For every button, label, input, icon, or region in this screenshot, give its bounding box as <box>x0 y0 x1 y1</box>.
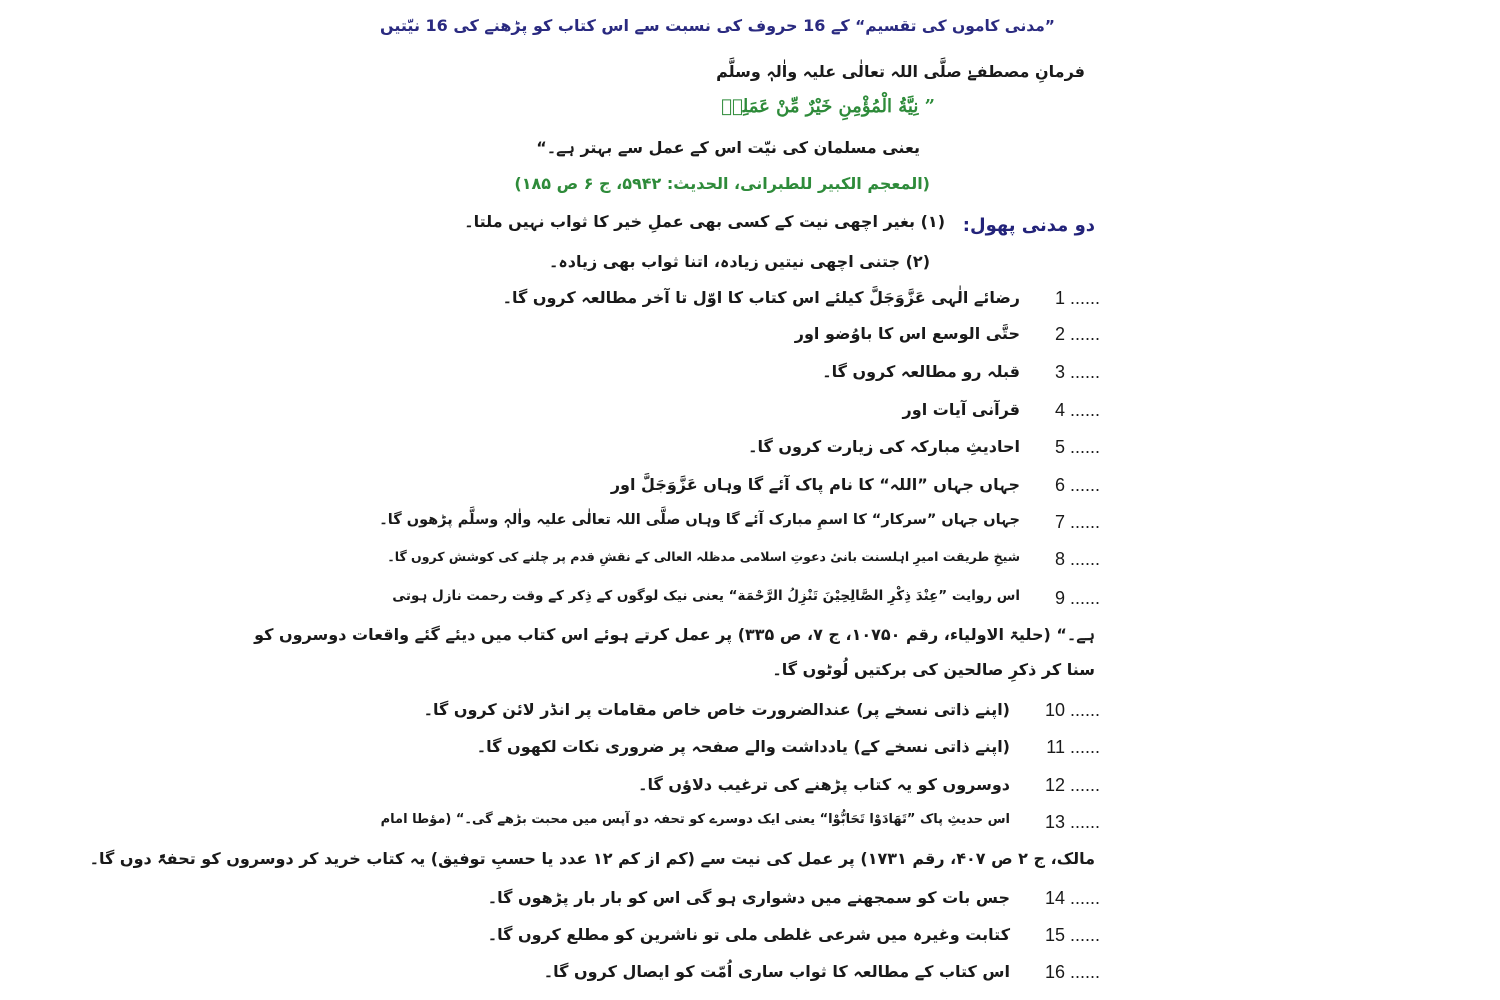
item-number: 15 ...... <box>1044 925 1100 945</box>
item-number: 11 ...... <box>1046 737 1100 757</box>
title-rest: کے 16 حروف کی نسبت سے اس کتاب کو پڑھنے کی 16 نیّتیں <box>379 16 850 35</box>
item-number: 7 ...... <box>1054 512 1100 532</box>
list-item: احادیثِ مبارکہ کی زیارت کروں گا۔ <box>748 437 1020 456</box>
item-number: 1 ...... <box>1054 288 1100 308</box>
item-number: 13 ...... <box>1044 812 1100 832</box>
list-item: دوسروں کو یہ کتاب پڑھنے کی ترغیب دلاؤں گا۔ <box>638 775 1010 794</box>
item-number: 16 ...... <box>1044 962 1100 982</box>
item-number: 2 ...... <box>1054 324 1100 344</box>
item-13-continuation: مالک، ج ۲ ص ۴۰۷، رقم ۱۷۳۱) پر عمل کی نیت سے (کم از کم ۱۲ عدد یا حسبِ توفیق) یہ کتاب خرید کر دوسروں کو تحفۃً دوں گا۔ <box>89 849 1095 868</box>
list-item: قرآنی آیات اور <box>902 400 1020 419</box>
document-page <box>89 0 1100 1000</box>
title-quote: ”مدنی کاموں کی تقسیم“ <box>855 17 1055 35</box>
item-number: 5 ...... <box>1054 437 1100 457</box>
list-item: جہاں جہاں ”اللہ“ کا نام پاک آئے گا وہاں عَزَّوَجَلَّ اور <box>610 475 1020 494</box>
list-item: اس روایت ”عِنْدَ ذِكْرِ الصَّالِحِيْنَ تَنْزِلُ الرَّحْمَة“ یعنی نیک لوگوں کے ذِکر کے وقت رحمت نازل ہوتی <box>392 588 1020 604</box>
list-item: جہاں جہاں ”سرکار“ کا اسمِ مبارک آئے گا وہاں صلَّی اللہ تعالٰی علیہ واٰلہٖ وسلَّم پڑھوں گا۔ <box>379 512 1020 528</box>
list-item: رضائے الٰہی عَزَّوَجَلَّ کیلئے اس کتاب کا اوّل تا آخر مطالعہ کروں گا۔ <box>502 288 1020 307</box>
hadith-translation: یعنی مسلمان کی نیّت اس کے عمل سے بہتر ہے۔“ <box>536 138 920 157</box>
hadith-arabic: ” نِيَّةُ الْمُؤْمِنِ خَيْرٌ مِّنْ عَمَلِهٖ <box>721 96 935 117</box>
madani-phool-point-1: (۱) بغیر اچھی نیت کے کسی بھی عملِ خیر کا ثواب نہیں ملتا۔ <box>464 212 945 231</box>
item-number: 8 ...... <box>1054 549 1100 569</box>
item-9-continuation-1: ہے۔“ (حلیۃ الاولیاء، رقم ۱۰۷۵۰، ج ۷، ص ۳۳۵) پر عمل کرتے ہوئے اس کتاب میں دیئے گئے واقعات دوسروں کو <box>254 625 1095 644</box>
farman-line: فرمانِ مصطفےٰ صلَّی اللہ تعالٰی علیہ واٰلہٖ وسلَّم <box>716 62 1085 81</box>
list-item: (اپنے ذاتی نسخے کے) یادداشت والے صفحہ پر ضروری نکات لکھوں گا۔ <box>476 737 1010 756</box>
list-item: اس کتاب کے مطالعہ کا ثواب ساری اُمّت کو ایصال کروں گا۔ <box>543 962 1010 981</box>
list-item: حتَّی الوسع اس کا باوُضو اور <box>794 324 1020 343</box>
list-item: کتابت وغیرہ میں شرعی غلطی ملی تو ناشرین کو مطلع کروں گا۔ <box>487 925 1010 944</box>
list-item: (اپنے ذاتی نسخے پر) عندالضرورت خاص خاص مقامات پر انڈر لائن کروں گا۔ <box>423 700 1010 719</box>
item-number: 14 ...... <box>1044 888 1100 908</box>
page-title <box>380 16 1055 35</box>
item-number: 6 ...... <box>1054 475 1100 495</box>
item-number: 12 ...... <box>1044 775 1100 795</box>
item-number: 9 ...... <box>1054 588 1100 608</box>
hadith-reference: (المعجم الکبیر للطبرانی، الحدیث: ۵۹۴۲، ج ۶ ص ۱۸۵) <box>514 174 930 193</box>
item-number: 10 ...... <box>1044 700 1100 720</box>
madani-phool-point-2: (۲) جتنی اچھی نیتیں زیادہ، اتنا ثواب بھی زیادہ۔ <box>549 252 930 271</box>
list-item: جس بات کو سمجھنے میں دشواری ہو گی اس کو بار بار پڑھوں گا۔ <box>487 888 1010 907</box>
item-9-continuation-2: سنا کر ذکرِ صالحین کی برکتیں لُوٹوں گا۔ <box>772 660 1095 679</box>
list-item: اس حدیثِ پاک ”تَهَادَوْا تَحَابُّوْا“ یعنی ایک دوسرے کو تحفہ دو آپس میں محبت بڑھے گی۔“ (مؤطا امام <box>380 812 1010 827</box>
list-item: شیخِ طریقت امیرِ اہلسنت بانیٔ دعوتِ اسلامی مدظلہ العالی کے نقشِ قدم پر چلنے کی کوشش کروں گا۔ <box>387 549 1020 564</box>
item-number: 4 ...... <box>1054 400 1100 420</box>
list-item: قبلہ رو مطالعہ کروں گا۔ <box>822 362 1020 381</box>
item-number: 3 ...... <box>1054 362 1100 382</box>
madani-phool-heading: دو مدنی پھول: <box>962 215 1095 236</box>
